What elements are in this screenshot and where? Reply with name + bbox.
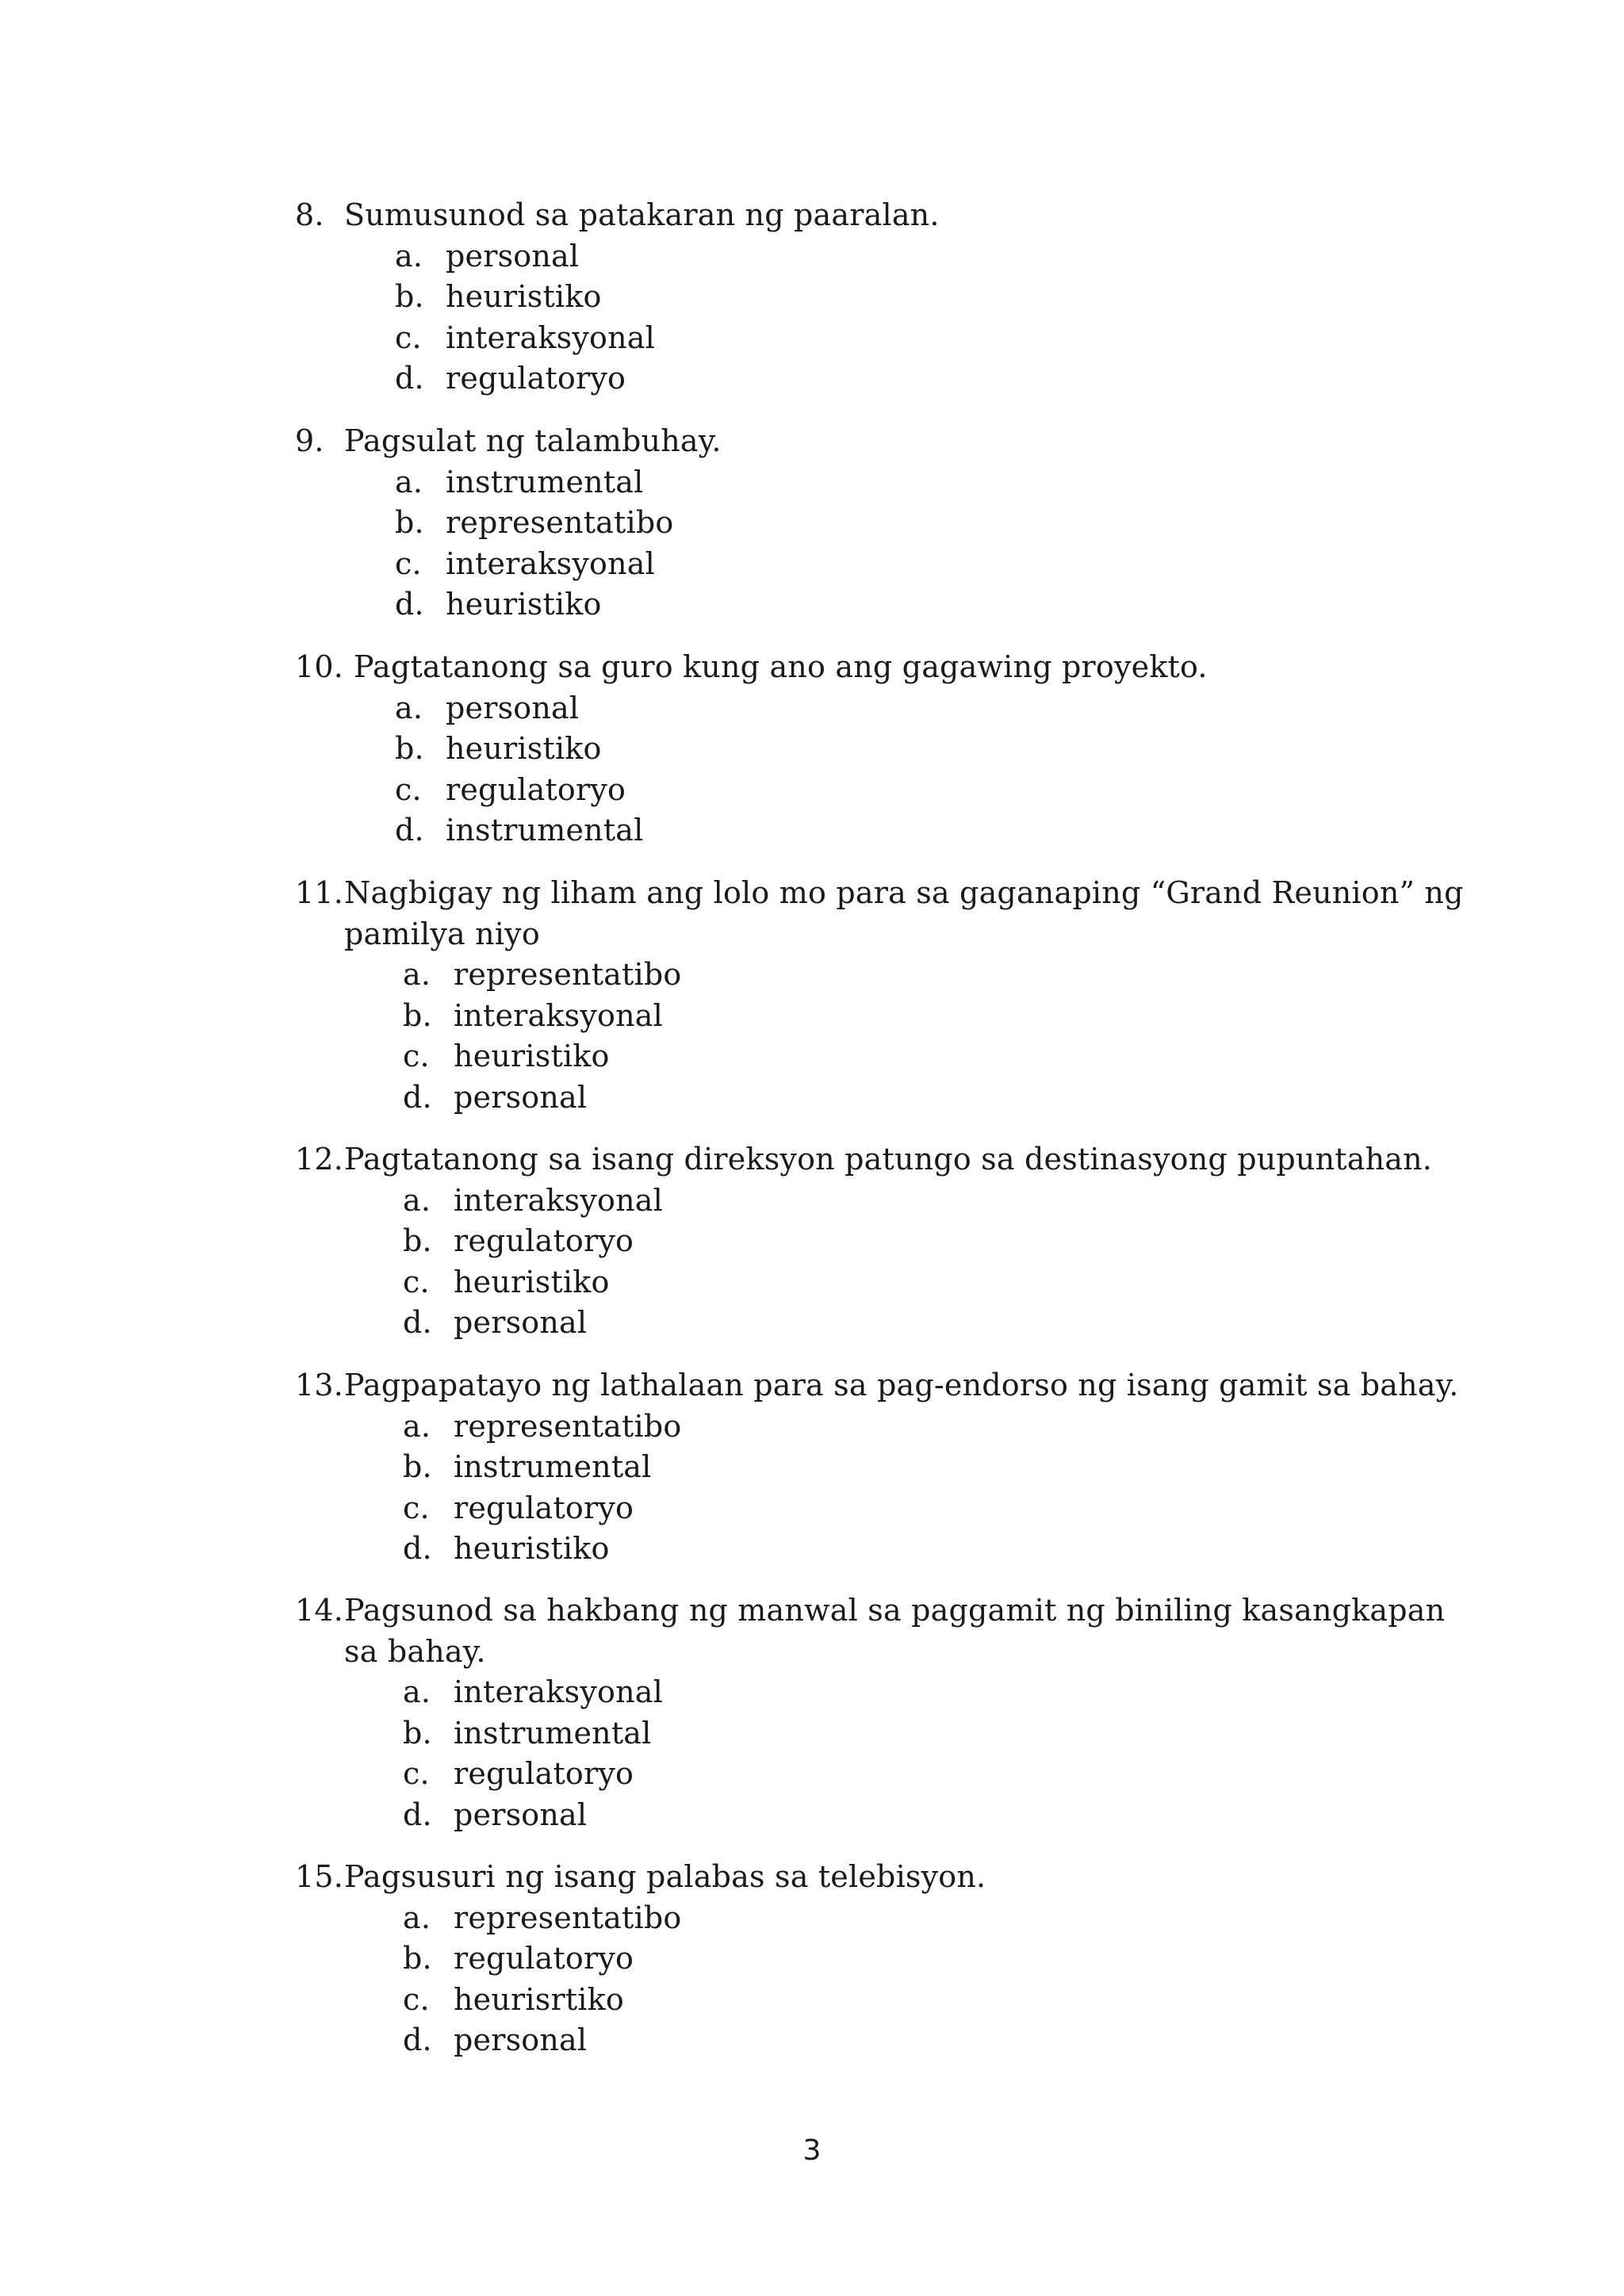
choice-letter: c. xyxy=(395,320,422,355)
choice-text: personal xyxy=(446,690,580,725)
choice-letter: c. xyxy=(403,1490,430,1525)
choice-d xyxy=(295,1795,1421,1836)
choice-letter: d. xyxy=(395,361,424,396)
choice-text: interaksyonal xyxy=(454,1674,663,1709)
choice-text: personal xyxy=(454,1079,588,1115)
question-9 xyxy=(295,421,1421,626)
question-line xyxy=(295,873,1464,914)
question-line xyxy=(295,1590,1446,1632)
choice-b xyxy=(295,277,1421,318)
question-number: 11. xyxy=(295,875,344,910)
question-number: 15. xyxy=(295,1859,344,1894)
choice-letter: b. xyxy=(403,997,432,1033)
question-10 xyxy=(295,647,1421,851)
choice-letter: c. xyxy=(403,1039,430,1073)
question-line xyxy=(295,195,1421,236)
question-text: Sumusunod sa patakaran ng paaralan. xyxy=(344,197,940,232)
choice-text: interaksyonal xyxy=(446,320,655,355)
choice-b xyxy=(295,729,1421,770)
choice-letter: a. xyxy=(403,1182,431,1218)
choice-letter: c. xyxy=(395,545,422,581)
choice-c xyxy=(295,1754,1421,1795)
choice-text: heuristiko xyxy=(454,1264,610,1299)
choice-letter: d. xyxy=(403,2022,432,2057)
question-text: Pagsunod sa hakbang ng manwal sa paggamit ng biniling kasangkapan xyxy=(344,1593,1446,1628)
choice-c xyxy=(295,1262,1421,1303)
choice-letter: b. xyxy=(395,505,424,540)
choice-c xyxy=(295,1036,1421,1077)
choice-c xyxy=(295,544,1421,585)
choice-letter: b. xyxy=(403,1941,432,1976)
choice-text: heuristiko xyxy=(446,587,602,622)
choice-text: interaksyonal xyxy=(454,1182,663,1218)
choice-a xyxy=(295,1898,1421,1939)
choice-letter: b. xyxy=(403,1223,432,1258)
choice-text: interaksyonal xyxy=(446,545,655,581)
question-15 xyxy=(295,1857,1421,2061)
choice-text: representatibo xyxy=(454,957,682,992)
choice-text: heurisrtiko xyxy=(454,1981,624,2017)
choice-a xyxy=(295,1672,1421,1713)
choice-d xyxy=(295,1077,1421,1119)
choice-b xyxy=(295,1938,1421,1980)
choice-a xyxy=(295,1181,1421,1222)
choice-text: instrumental xyxy=(446,813,644,848)
question-text: Pagpapatayo ng lathalaan para sa pag-endorso ng isang gamit sa bahay. xyxy=(344,1368,1459,1402)
choice-d xyxy=(295,810,1421,851)
choice-d xyxy=(295,584,1421,626)
choice-letter: d. xyxy=(403,1305,432,1340)
choice-letter: b. xyxy=(403,1449,432,1484)
choice-letter: a. xyxy=(403,1408,431,1444)
question-line xyxy=(295,1139,1433,1181)
choice-b xyxy=(295,996,1421,1037)
choice-text: instrumental xyxy=(454,1449,652,1484)
choice-d xyxy=(295,1303,1421,1344)
choice-d xyxy=(295,358,1421,400)
choice-a xyxy=(295,955,1421,996)
choice-letter: a. xyxy=(403,957,431,992)
choice-letter: b. xyxy=(403,1715,432,1751)
question-8 xyxy=(295,195,1421,400)
question-text-continued: sa bahay. xyxy=(344,1633,486,1669)
choice-text: heuristiko xyxy=(454,1039,610,1073)
question-11 xyxy=(295,873,1464,1118)
page-number: 3 xyxy=(802,2134,822,2167)
question-14 xyxy=(295,1590,1446,1835)
question-text: Pagtatanong sa guro kung ano ang gagawing proyekto. xyxy=(354,649,1208,684)
choice-text: instrumental xyxy=(446,464,644,499)
choice-text: personal xyxy=(454,1305,588,1340)
question-text: Nagbigay ng liham ang lolo mo para sa gaganaping “Grand Reunion” ng xyxy=(344,875,1464,910)
choice-letter: d. xyxy=(403,1531,432,1566)
choice-text: instrumental xyxy=(454,1715,652,1751)
choice-c xyxy=(295,770,1421,811)
choice-letter: c. xyxy=(403,1264,430,1299)
choice-text: heuristiko xyxy=(454,1531,610,1566)
choice-text: regulatoryo xyxy=(454,1756,634,1791)
question-number: 8. xyxy=(295,197,324,232)
choice-text: personal xyxy=(454,1797,588,1832)
choice-text: personal xyxy=(446,238,580,274)
choice-c xyxy=(295,1980,1421,2021)
question-text: Pagtatanong sa isang direksyon patungo sa destinasyong pupuntahan. xyxy=(344,1142,1433,1177)
question-number: 14. xyxy=(295,1593,344,1628)
question-number: 9. xyxy=(295,423,324,458)
choice-text: regulatoryo xyxy=(454,1941,634,1976)
choice-text: representatibo xyxy=(454,1408,682,1444)
question-line xyxy=(295,421,1421,462)
choice-letter: c. xyxy=(403,1981,430,2017)
question-number: 12. xyxy=(295,1142,344,1177)
choice-letter: b. xyxy=(395,279,424,314)
question-13 xyxy=(295,1365,1459,1570)
question-text-continued: pamilya niyo xyxy=(344,916,540,951)
choice-b xyxy=(295,1447,1421,1488)
choice-d xyxy=(295,1529,1421,1570)
choice-text: heuristiko xyxy=(446,731,602,766)
choice-letter: a. xyxy=(403,1900,431,1935)
question-line xyxy=(295,647,1421,688)
question-number: 10. xyxy=(295,649,344,684)
question-12 xyxy=(295,1139,1433,1344)
choice-letter: d. xyxy=(395,587,424,622)
choice-text: regulatoryo xyxy=(454,1490,634,1525)
choice-letter: d. xyxy=(395,813,424,848)
choice-letter: d. xyxy=(403,1797,432,1832)
choice-text: heuristiko xyxy=(446,279,602,314)
choice-b xyxy=(295,1713,1421,1755)
choice-letter: b. xyxy=(395,731,424,766)
choice-text: regulatoryo xyxy=(446,771,626,807)
choice-text: interaksyonal xyxy=(454,997,663,1033)
choice-a xyxy=(295,236,1421,277)
choice-text: regulatoryo xyxy=(446,361,626,396)
choice-c xyxy=(295,318,1421,359)
choice-d xyxy=(295,2020,1421,2061)
choice-text: regulatoryo xyxy=(454,1223,634,1258)
choice-letter: c. xyxy=(395,771,422,807)
choice-text: representatibo xyxy=(446,505,674,540)
choice-letter: c. xyxy=(403,1756,430,1791)
choice-a xyxy=(295,462,1421,503)
choice-b xyxy=(295,503,1421,544)
question-text: Pagsulat ng talambuhay. xyxy=(344,423,722,458)
choice-a xyxy=(295,1406,1421,1448)
choice-letter: d. xyxy=(403,1079,432,1115)
question-line xyxy=(295,1365,1459,1406)
choice-a xyxy=(295,688,1421,729)
choice-letter: a. xyxy=(395,238,423,274)
question-number: 13. xyxy=(295,1368,344,1402)
choice-text: personal xyxy=(454,2022,588,2057)
choice-letter: a. xyxy=(395,690,423,725)
question-text: Pagsusuri ng isang palabas sa telebisyon. xyxy=(344,1859,986,1894)
choice-b xyxy=(295,1221,1421,1262)
choice-text: representatibo xyxy=(454,1900,682,1935)
choice-c xyxy=(295,1488,1421,1529)
choice-letter: a. xyxy=(395,464,423,499)
question-line xyxy=(295,1857,1421,1898)
choice-letter: a. xyxy=(403,1674,431,1709)
